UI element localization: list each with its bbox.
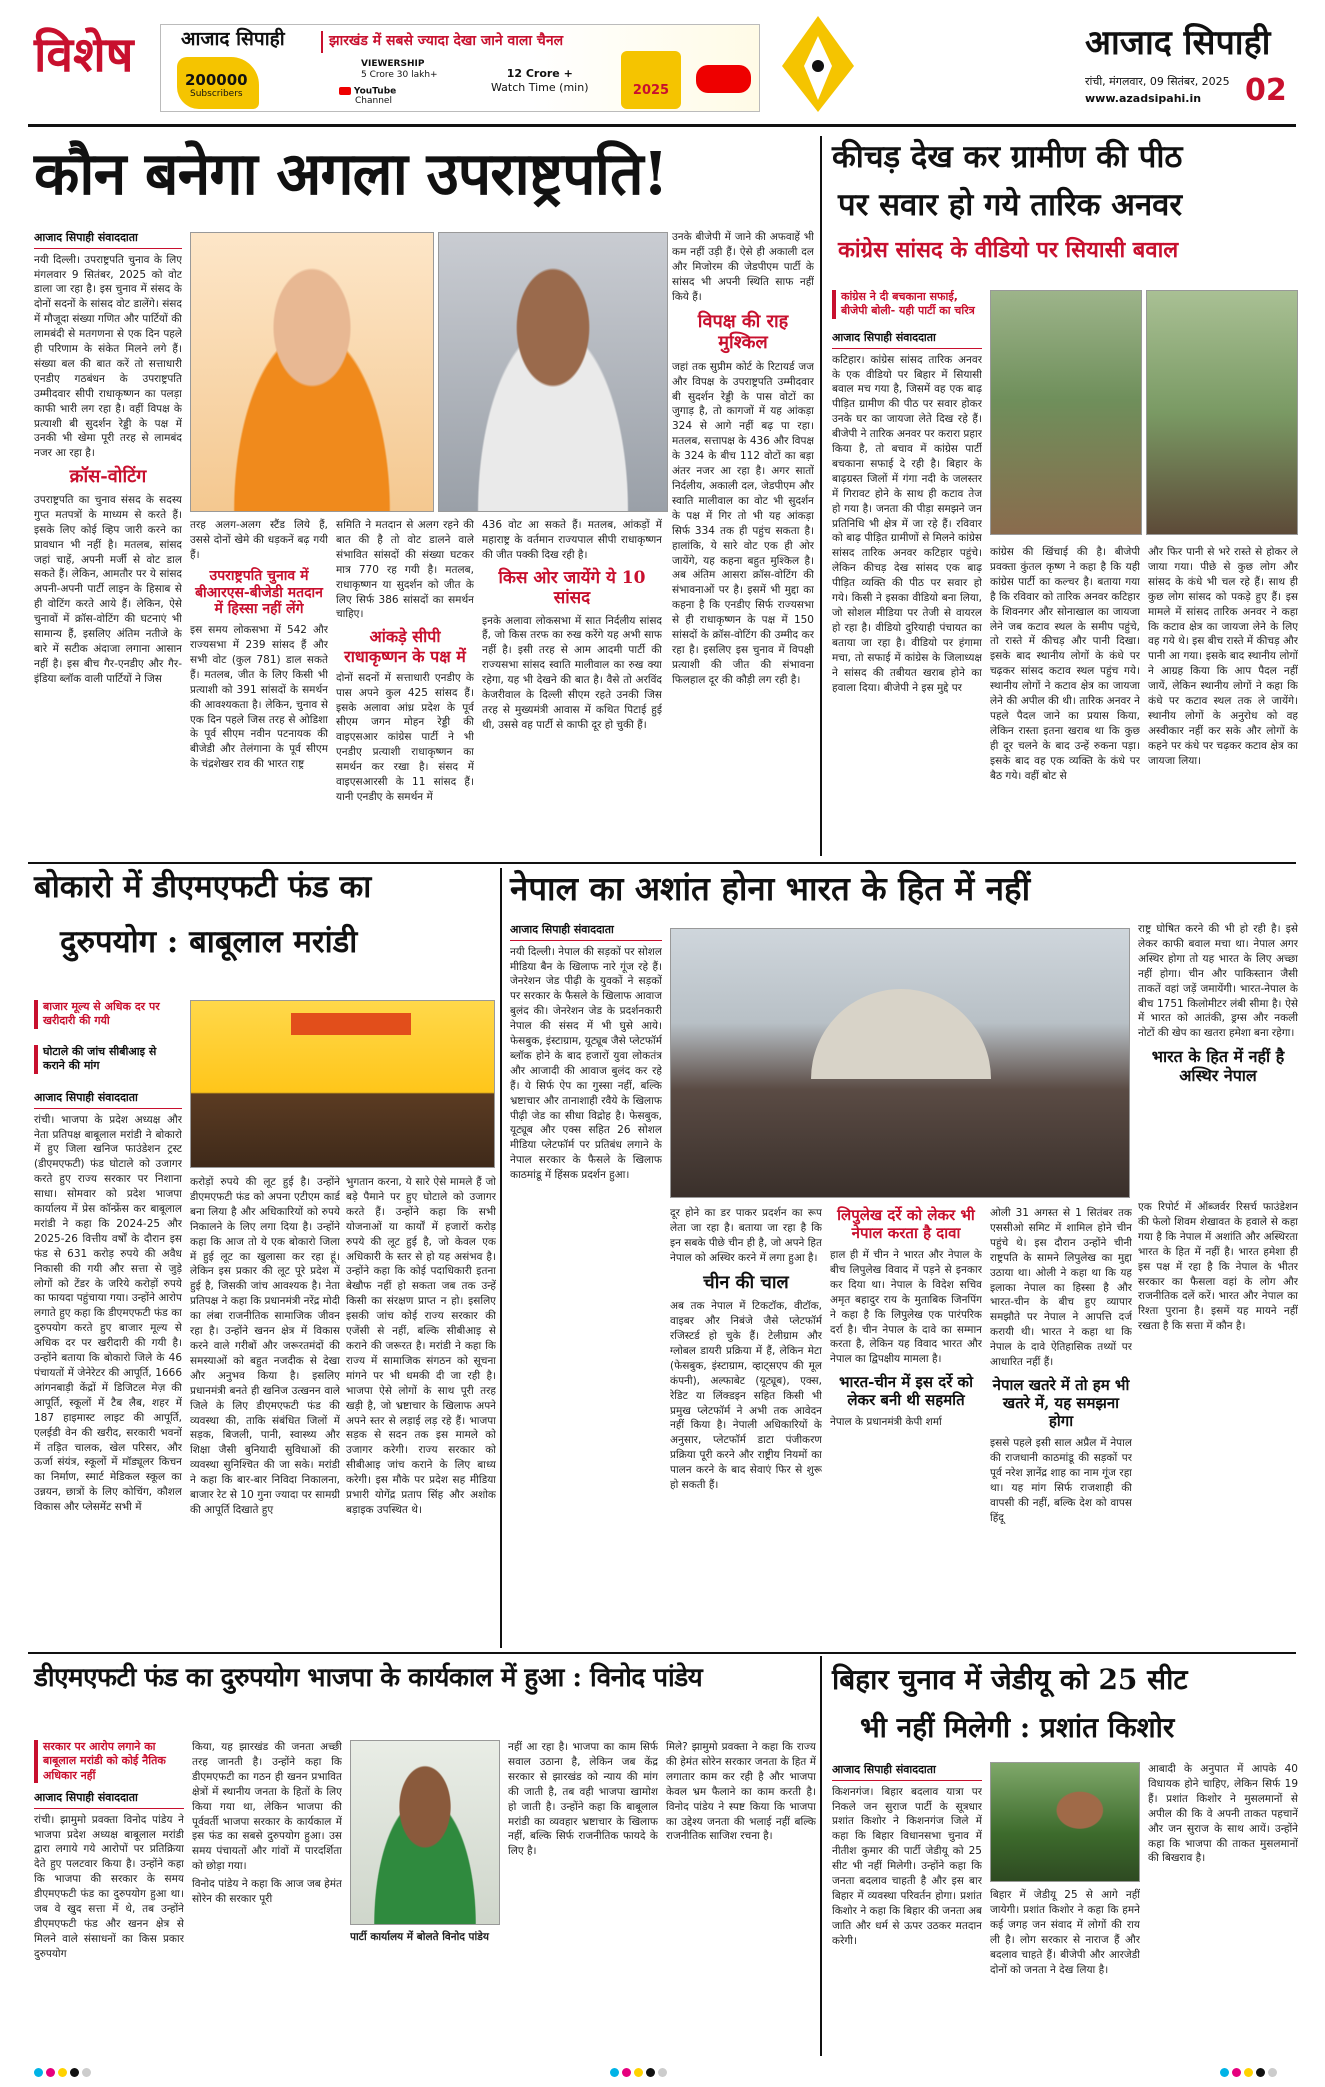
nepal-headline: नेपाल का अशांत होना भारत के हित में नहीं — [510, 869, 1031, 908]
pandey-col4-text: नहीं आ रहा है। भाजपा का काम सिर्फ सवाल उठाना है, लेकिन जब केंद्र सरकार से झारखंड को न्याय की मांग की जाती है, तब वही भाजपा खामोश हो जाती है। उन्होंने कहा कि बाबूलाल मरांडी का व्यवहार भ्रष्टाचार के खिलाफ नहीं, बल्कि सिर्फ राजनीतिक फायदे के लिए है। — [508, 1741, 658, 1858]
bokaro-kicker-1: बाजार मूल्य से अधिक दर पर खरीदारी की गयी — [34, 1000, 182, 1029]
ad-subscribers — [185, 71, 248, 99]
nepal-col4b-text: इससे पहले इसी साल अप्रैल में नेपाल की राजधानी काठमांडू की सड़कों पर पूर्व नरेश ज्ञानेंद्र शाह का नाम गूंज रहा था। यह मांग सिर्फ राजशाही की वापसी की नहीं, बल्कि देश को वापस हिंदू — [990, 1436, 1132, 1524]
vp-col3 — [336, 518, 474, 855]
nepal-col5 — [1138, 1200, 1298, 1644]
tariq-byline: आजाद सिपाही संवाददाता — [832, 330, 982, 349]
nepal-col3 — [1138, 922, 1298, 1192]
tariq-col2-text: कांग्रेस की खिंचाई की है। बीजेपी प्रवक्ता कुंतल कृष्ण ने कहा है कि यही कांग्रेस पार्टी का कल्चर है। बताया गया है कि रविवार को तारिक अनवर कटिहार के शिवनगर और सोनाखाल का जायजा लेने जब कटाव स्थल के समीप पहुंचे, तो रास्ते में कीचड़ और पानी दिखा। इसके बाद स्थानीय लोगों के कंधे पर चढ़कर सांसद कटाव स्थल पहुंच गये। स्थानीय लोगों ने कटाव क्षेत्र का जायजा लेने की अपील की थी। तारिक अनवर ने पहले पैदल जाने का प्रयास किया, लेकिन रास्ता इतना खराब था कि कुछ ही दूर चलने के बाद उन्हें रुकना पड़ा। इसके बाद वह एक व्यक्ति के कंधे पर बैठ गये। वहीं बोट से — [990, 546, 1140, 782]
ad-watch-value: 12 Crore + — [506, 67, 573, 80]
nepal-protest-photo — [670, 928, 1130, 1198]
pandey-col1 — [34, 1790, 184, 2055]
bokaro-kicker-2: घोटाले की जांच सीबीआइ से कराने की मांग — [34, 1045, 182, 1074]
nepal-col5-text: एक रिपोर्ट में ऑब्जर्वर रिसर्च फाउंडेशन की फेलो शिवम शेखावत के हवाले से कहा गया है कि नेपाल में अशांति और अस्थिरता भारत के हित में नहीं है। भारत हमेशा ही इस पक्ष में रहा है कि नेपाल के भीतर सरकार का फैसला वहां के लोग और राजनीतिक दलें करें। भारत और नेपाल का रिश्ता पुराना है। इसमें यह मायने नहीं रखता है कि सत्ता में कौन है। — [1138, 1201, 1298, 1333]
vp-sub-figures: आंकड़े सीपी राधाकृष्णन के पक्ष में — [344, 627, 466, 666]
nepal-byline: आजाद सिपाही संवाददाता — [510, 922, 662, 941]
pandey-col5-text: मिले? झामुमो प्रवक्ता ने कहा कि राज्य की हेमंत सोरेन सरकार जनता के हित में लगातार काम कर रही है और भाजपा केवल भ्रम फैलाने का काम करती है। विनोद पांडेय ने स्पष्ट किया कि भाजपा का उद्देश्य जनता की भलाई नहीं बल्कि राजनीतिक साजिश रचना है। — [666, 1741, 816, 1843]
pandey-col2 — [192, 1740, 342, 2055]
registration-dots-center — [610, 2068, 667, 2077]
nepal-col1 — [510, 922, 662, 1342]
pandey-col3-text: विनोद पांडेय ने कहा कि आज जब हेमंत सोरेन की सरकार पूरी — [192, 1878, 342, 1906]
ad-watch-label: Watch Time (min) — [491, 81, 589, 95]
dot-cyan — [34, 2068, 43, 2077]
prashant-kishor-photo — [990, 1762, 1140, 1882]
vp-col5b-text: जहां तक सुप्रीम कोर्ट के रिटायर्ड जज और विपक्ष के उपराष्ट्रपति उम्मीदवार बी सुदर्शन रेड्डी के पास वोटों का जुगाड़ है, तो कागजों में यह आंकड़ा 324 से आगे नहीं बढ़ पा रहा। मतलब, सत्तापक्ष के 436 और विपक्ष के 324 के बीच 112 वोटों का बड़ा अंतर नजर आ रहा है। अगर सातों निर्दलीय, अकाली दल, जेडपीएम और स्वाति मालीवाल का वोट भी सुदर्शन के पक्ष में गिर तो भी यह आंकड़ा सिर्फ 334 तक ही पहुंच सकता है। हालांकि, ये सारे वोट एक ही ओर जायेंगे, यह कहना बहुत मुश्किल है। अब अंतिम आसरा क्रॉस-वोटिंग की संभावनाओं पर है। इसमें भी मुद्दा का कहना है कि एनडीए सिर्फ राज्यसभा से ही राधाकृष्णन के पक्ष में 150 सांसदों के क्रॉस-वोटिंग की उम्मीद कर रहा है। इसलिए इस चुनाव में विपक्षी प्रत्याशी की जीत की संभावना फिलहाल दूर की कौड़ी लग रही है। — [672, 360, 814, 686]
ad-viewership-value: 5 Crore 30 lakh+ — [361, 69, 438, 80]
pandey-col2-text: किया, यह झारखंड की जनता अच्छी तरह जानती है। उन्होंने कहा कि डीएमएफटी का गठन ही खनन प्रभावित क्षेत्रों में स्थानीय जनता के हितों के लिए किया गया था, लेकिन भाजपा की पूर्ववर्ती भाजपा सरकार के कार्यकाल में इस फंड का सबसे दुरुपयोग हुआ। उस समय पंचायतों और गांवों में पारदर्शिता को छोड़ा गया। — [192, 1741, 342, 1873]
vp-col3-text: समिति ने मतदान से अलग रहने की बात की है तो वोट डालने वाले संभावित सांसदों की संख्या घटकर मात्र 770 रह गयी है। मतलब, राधाकृष्णन या सुदर्शन को जीत के लिए सिर्फ 386 सांसदों का समर्थन चाहिए। — [336, 519, 474, 621]
dot-black — [1256, 2068, 1265, 2077]
registration-dots-right — [1220, 2068, 1277, 2077]
ad-viewership — [361, 59, 438, 81]
ad-watch — [491, 67, 589, 96]
pandey-col4 — [508, 1740, 658, 2055]
vp-col4b-text: इनके अलावा लोकसभा में सात निर्दलीय सांसद हैं, जो किस तरफ का रुख करेंगे यह अभी साफ नहीं है। इसी तरह से आम आदमी पार्टी की राज्यसभा सांसद स्वाति मालीवाल का रुख क्या रहेगा, यह भी देखने की बात है। वैसे तो अरविंद केजरीवाल के दिल्ली सीएम रहते उनकी जिस तरह से मुख्यमंत्री आवास में कथित पिटाई हुई थी, उससे वह पार्टी से काफी दूर हो चुकी हैं। — [482, 614, 662, 731]
vp-col2-text: तरह अलग-अलग स्टैंड लिये हैं, उससे दोनों खेमे की धड़कनें बढ़ गयी हैं। — [190, 519, 328, 561]
pandey-headline: डीएमएफटी फंड का दुरुपयोग भाजपा के कार्यकाल में हुआ : विनोद पांडेय — [34, 1663, 703, 1693]
ad-youtube-label: YouTube — [353, 86, 397, 97]
vp-col4 — [482, 518, 662, 855]
bokaro-byline: आजाद सिपाही संवाददाता — [34, 1090, 182, 1109]
nepal-col4 — [990, 1206, 1132, 1644]
dot-magenta — [46, 2068, 55, 2077]
vp-col2b-text: इस समय लोकसभा में 542 और राज्यसभा में 239 सांसद हैं और सभी वोट (कुल 781) डाल सकते हैं। मतलब, जीत के लिए किसी भी प्रत्याशी को 391 सांसदों के समर्थन की आवश्यकता है। लेकिन, चुनाव से एक दिन पहले जिस तरह से ओडिशा के पूर्व सीएम नवीन पटनायक की बीजेडी और तेलंगाना के पूर्व सीएम के चंद्रशेखर राव की भारत राष्ट्र — [190, 624, 328, 771]
pk-byline: आजाद सिपाही संवाददाता — [832, 1762, 982, 1781]
tariq-deck: कांग्रेस सांसद के वीडियो पर सियासी बवाल — [838, 237, 1179, 263]
channel-ad[interactable] — [160, 24, 760, 112]
pandey-byline: आजाद सिपाही संवाददाता — [34, 1790, 184, 1809]
bokaro-press-photo — [190, 1000, 495, 1168]
nepal-sub-china: चीन की चाल — [703, 1271, 789, 1293]
vp-col1 — [34, 230, 182, 855]
pk-headline-1: बिहार चुनाव में जेडीयू को 25 सीट — [832, 1663, 1188, 1696]
tariq-headline-1: कीचड़ देख कर ग्रामीण की पीठ — [832, 139, 1183, 175]
vp-col1b-text: उपराष्ट्रपति का चुनाव संसद के सदस्य गुप्त मतपत्रों के माध्यम से करते हैं। इसके लिए कोई व्हिप जारी करने का प्रावधान भी नहीं है। मतलब, सांसद जहां चाहें, अपनी मर्जी से वोट डाल सकते हैं। लेकिन, आमतौर पर ये सांसद अपनी-अपनी पार्टी लाइन के हिसाब से ही वोटिंग करते आये हैं। लेकिन, ऐसे चुनावों में क्रॉस-वोटिंग की घटनाएं भी सामान्य हैं, इसलिए अंतिम नतीजे के बारे में सटीक अंदाजा लगाना आसान नहीं है। इस बीच गैर-एनडीए और गैर-इंडिया ब्लॉक वाली पार्टियों ने जिस — [34, 493, 182, 685]
vp-col5 — [672, 230, 814, 855]
masthead-rule — [28, 124, 1296, 127]
vp-headline: कौन बनेगा अगला उपराष्ट्रपति! — [34, 139, 668, 208]
vp-sub-crossvote: क्रॉस-वोटिंग — [69, 466, 147, 488]
nepal-sub-instability: भारत के हित में नहीं है अस्थिर नेपाल — [1151, 1047, 1285, 1086]
page-number: 02 — [1245, 73, 1287, 108]
dateline: रांची, मंगलवार, 09 सितंबर, 2025 — [1085, 75, 1230, 88]
ad-channel-label: Channel — [355, 96, 392, 107]
vp-col1-text: नयी दिल्ली। उपराष्ट्रपति चुनाव के लिए मंगलवार 9 सितंबर, 2025 को वोट डाला जा रहा है। इस चुनाव में संसद के दोनों सदनों के सांसद वोट डालेंगे। संसद में मौजूदा संख्या गणित और पार्टियों की लामबंदी से मतगणना से एक दिन पहले ही परिणाम के संकेत मिलने लगे हैं। संख्या बल की बात करें तो सत्ताधारी एनडीए गठबंधन के उपराष्ट्रपति उम्मीदवार सीपी राधाकृष्णन का पलड़ा काफी भारी लग रहा है। वहीं विपक्ष के प्रत्याशी बी सुदर्शन रेड्डी के पक्ष में उनकी भी खेमा पूरी तरह से लामबंद नजर आ रहा है। — [34, 253, 182, 460]
bokaro-col3 — [346, 1175, 496, 1645]
tariq-video-photo-2 — [1146, 290, 1298, 535]
pk-headline-2: भी नहीं मिलेगी : प्रशांत किशोर — [860, 1711, 1175, 1744]
tariq-col3 — [1148, 545, 1298, 855]
pk-col2-text: बिहार में जेडीयू 25 से आगे नहीं जायेगी। प्रशांत किशोर ने कहा कि हमने कई जगह जन संवाद में लोगों की राय ली है। लोग सरकार से नाराज हैं और बदलाव चाहते हैं। बीजेपी और आरजेडी दोनों को जनता ने देख लिया है। — [990, 1889, 1140, 1976]
ad-divider — [321, 31, 323, 53]
pandey-col1-text: रांची। झामुमो प्रवक्ता विनोद पांडेय ने भाजपा प्रदेश अध्यक्ष बाबूलाल मरांडी द्वारा लगाये गये आरोपों पर प्रतिक्रिया देते हुए पलटवार किया है। उन्होंने कहा कि भाजपा की सरकार के समय डीएमएफटी फंड का दुरुपयोग हुआ था। जब वे खुद सत्ता में थे, तब उन्होंने डीएमएफटी फंड और खनन क्षेत्र से मिलने वाले संसाधनों का किस प्रकार दुरुपयोग — [34, 1813, 184, 1960]
pen-nib-icon — [770, 14, 866, 114]
story5-divider — [820, 1656, 822, 2056]
bokaro-col1-text: रांची। भाजपा के प्रदेश अध्यक्ष और नेता प्रतिपक्ष बाबूलाल मरांडी ने बोकारो में हुए जिला खनिज फाउंडेशन ट्रस्ट (डीएमएफटी) फंड घोटाले को उजागर करते हुए राज्य सरकार पर निशाना साधा। सोमवार को प्रदेश भाजपा कार्यालय में प्रेस कॉन्फ्रेंस कर बाबूलाल मरांडी ने कहा कि 2024-25 और 2025-26 वित्तीय वर्षों के दौरान इस फंड से 631 करोड़ रुपये की अवैध निकासी की गयी और सत्ता से जुड़े लोगों को टेंडर के जरिये करोड़ों रुपये का फायदा पहुंचाया गया। उन्होंने आरोप लगाते हुए कहा कि डीएमएफटी फंड का दुरुपयोग करते हुए बाजार मूल्य से अधिक दर पर खरीदारी की गयी है। उन्होंने बताया कि बोकारो जिले के 46 पंचायतों में जेनेरेटर की आपूर्ति, 1666 आंगनबाड़ी केंद्रों में डिजिटल मेज़ की आपूर्ति, स्कूलों में टैब लैब, शहर में 187 हाइमास्ट लाइट की आपूर्ति, एलईडी वेन की खरीद, सरकारी भवनों में तड़ित चालक, खेल परिसर, और ऊर्जा संयंत्र, स्कूलों में मॉड्यूलर किचन का निर्माण, स्मार्ट मेडिकल स्कूल का उन्नयन, छात्रों के लिए कोचिंग, कौशल विकास और प्लेसमेंट सभी में — [34, 1113, 182, 1514]
vp-byline: आजाद सिपाही संवाददाता — [34, 230, 182, 249]
masthead — [0, 0, 1325, 120]
nepal-col1-text: नयी दिल्ली। नेपाल की सड़कों पर सोशल मीडिया बैन के खिलाफ नारे गूंज रहे हैं। जेनरेशन जेड पीढ़ी के युवकों ने सड़कों पर सरकार के फैसले के खिलाफ आवाज बुलंद की। जेनरेशन जेड के प्रदर्शनकारी नेपाल की संसद में भी घुसे आये। फेसबुक, इंस्टाग्राम, यूट्यूब जैसे प्लेटफॉर्म ब्लॉक होने के बाद हजारों युवा लोकतंत्र और आजादी की आवाज बुलंद कर रहे हैं। ये सिर्फ ऐप का गुस्सा नहीं, बल्कि भ्रष्टाचार और तानाशाही रवैये के खिलाफ पीढ़ी जेड का सीधा विद्रोह है। फेसबुक, यूट्यूब और एक्स सहित 26 सोशल मीडिया प्लेटफॉर्म पर प्रतिबंध लगाने के नेपाल सरकार के फैसले के खिलाफ काठमांडू में हिंसक प्रदर्शन हुआ। — [510, 945, 662, 1182]
press-banner — [291, 1013, 411, 1035]
section-label: विशेष — [34, 27, 134, 83]
ad-viewership-label: VIEWERSHIP — [361, 59, 425, 69]
dot-yellow — [58, 2068, 67, 2077]
gate-structure — [811, 989, 991, 1079]
dot-grey — [658, 2068, 667, 2077]
vp-col4-text: 436 वोट आ सकते हैं। मतलब, आंकड़ों में महाराष्ट्र के वर्तमान राज्यपाल सीपी राधाकृष्णन की जीत पक्की दिख रही है। — [482, 519, 662, 561]
pandey-col5 — [666, 1740, 816, 2055]
nepal-col-lipulekh — [830, 1206, 982, 1644]
tariq-col2 — [990, 545, 1140, 855]
ad-subscribe-badge — [696, 65, 751, 93]
nepal-sub-lipulekh: लिपुलेख दर्रे को लेकर भी नेपाल करता है दावा — [837, 1206, 975, 1242]
vp-col5-text: उनके बीजेपी में जाने की अफवाहें भी कम नहीं उड़ी हैं। ऐसे ही अकाली दल और मिजोरम की जेडपीएम पार्टी के सांसद भी अपनी स्थिति साफ नहीं किये हैं। — [672, 231, 814, 303]
radhakrishnan-photo — [190, 232, 434, 512]
dot-grey — [82, 2068, 91, 2077]
nepal-col2 — [670, 1206, 822, 1644]
nepal-sub-threat: नेपाल खतरे में तो हम भी खतरे में, यह समझना होगा — [992, 1375, 1130, 1430]
registration-dots-left — [34, 2068, 91, 2077]
dot-grey — [1268, 2068, 1277, 2077]
row1-rule — [28, 862, 1296, 864]
dot-yellow — [634, 2068, 643, 2077]
ad-award — [621, 51, 681, 109]
dot-magenta — [622, 2068, 631, 2077]
tariq-kicker: कांग्रेस ने दी बचकाना सफाई, बीजेपी बोली- यही पार्टी का चरित्र — [832, 290, 982, 319]
dot-yellow — [1244, 2068, 1253, 2077]
nepal-col4-text: ओली 31 अगस्त से 1 सितंबर तक एससीओ समिट में शामिल होने चीन पहुंचे थे। इस दौरान उन्होंने चीनी राष्ट्रपति के सामने लिपुलेख का मुद्दा उठाया था। ओली ने कहा था कि यह इलाका नेपाल का हिस्सा है और भारत-चीन के बीच हुए व्यापार समझौते पर नेपाल ने आपत्ति दर्ज करायी थी। भारत ने कहा था कि नेपाल के दावे ऐतिहासिक तथ्यों पर आधारित नहीं हैं। — [990, 1207, 1132, 1369]
nepal-sub-consensus: भारत-चीन में इस दर्रे को लेकर बनी थी सहमति — [839, 1373, 973, 1410]
vp-sub-ten-mps: किस ओर जायेंगे ये 10 सांसद — [498, 567, 646, 609]
pandey-caption — [350, 1930, 500, 2055]
bokaro-col2-text: करोड़ों रुपये की लूट हुई है। उन्होंने डीएमएफटी फंड को अपना एटीएम कार्ड बना लिया है और अधिकारियों को रुपये निकालने के लिए लगा दिया है। उन्होंने कहा कि आज तो ये एक बोकारो जिला में हुई लूट का खुलासा कर रहा हूं। लेकिन इस प्रकार की लूट पूरे प्रदेश में हुई है, जिसकी जांच आवश्यक है। नेता प्रतिपक्ष ने कहा कि प्रधानमंत्री नरेंद्र मोदी का लंबा राजनीतिक सामाजिक जीवन रहा है। उन्होंने खनन क्षेत्र में विकास करने वाले गरीबों और जरूरतमंदों की समस्याओं को बहुत नजदीक से देखा और अनुभव किया है। इसलिए प्रधानमंत्री बनते ही खनिज उत्खनन वाले जिले के लिए डीएमएफटी फंड की व्यवस्था की, ताकि संबंधित जिलों में सड़क, बिजली, पानी, स्वास्थ्य और शिक्षा जैसी बुनियादी सुविधाओं की व्यवस्था सुनिश्चित की जा सके। मरांडी ने कहा कि बार-बार निविदा निकालना, बाजार रेट से 10 गुना ज्यादा पर सामग्री की आपूर्ति दिखाते हुए — [190, 1176, 340, 1516]
tariq-col1 — [832, 330, 982, 855]
pk-col1-text: किशनगंज। बिहार बदलाव यात्रा पर निकले जन सुराज पार्टी के सूत्रधार प्रशांत किशोर ने किशनगंज जिले में कहा कि बिहार विधानसभा चुनाव में नीतीश कुमार की पार्टी जेडीयू को 25 सीट भी नहीं मिलेगी। उन्होंने कहा कि जनता बदलाव चाहती है और इस बार बिहार में व्यवस्था परिवर्तन होगा। प्रशांत किशोर ने कहा कि बिहार की जनता अब जाति और धर्म से ऊपर उठकर मतदान करेगी। — [832, 1785, 982, 1947]
ad-brand: आजाद सिपाही — [181, 28, 285, 50]
pk-col2 — [990, 1888, 1140, 2055]
dot-magenta — [1232, 2068, 1241, 2077]
website[interactable]: www.azadsipahi.in — [1085, 92, 1202, 105]
ad-youtube — [339, 87, 396, 107]
tariq-col3-text: और फिर पानी से भरे रास्ते से होकर ले जाया गया। पीछे से कुछ लोग और सांसद के कंधे भी चल रहे हैं। साथ ही कुछ लोग सांसद को पकड़े हुए हैं। इस मामले में सांसद तारिक अनवर ने कहा कि कटाव क्षेत्र का जायजा लेने के लिए वह गये थे। इस बीच रास्ते में कीचड़ और पानी आ गया। इसके बाद स्थानीय लोगों ने आग्रह किया कि आप पैदल नहीं जायें, लेकिन स्थानीय लोगों ने कहा कि कंधे पर कटाव स्थल तक ले जायेंगे। स्थानीय लोगों के अनुरोध को वह अस्वीकार नहीं कर सके और लोगों के कहने पर कंधे पर चढ़कर कटाव क्षेत्र का जायजा लिया। — [1148, 546, 1298, 767]
sudershan-reddy-photo — [438, 232, 668, 512]
story3-divider — [500, 868, 502, 1648]
nepal-lipulekh-text: हाल ही में चीन ने भारत और नेपाल के बीच लिपुलेख विवाद में पड़ने से इनकार कर दिया था। नेपाल के विदेश सचिव अमृत बहादुर राय के मुताबिक जिनपिंग ने कहा है कि लिपुलेख एक पारंपरिक दर्रा है। चीन नेपाल के दावे का सम्मान करता है, लेकिन यह विवाद भारत और नेपाल का द्विपक्षीय मामला है। — [830, 1249, 982, 1366]
tariq-col1-text: कटिहार। कांग्रेस सांसद तारिक अनवर के एक वीडियो पर बिहार में सियासी बवाल मच गया है, जिसमें वह एक बाढ़ पीड़ित ग्रामीण की पीठ पर सवार होकर उनके घर का जायजा लेते दिख रहे हैं। बीजेपी ने तारिक अनवर पर करारा प्रहार किया है, तो बचाव में कांग्रेस पार्टी बचकाना सफाई दे रही है। बिहार के बाढ़ग्रस्त जिलों में गंगा नदी के जलस्तर में गिरावट होने के साथ ही कटाव तेज हो गया है। जनता की पीड़ा समझने जन प्रतिनिधि भी क्षेत्र में जा रहे हैं। रविवार को बाढ़ पीड़ित ग्रामीणों से मिलने कांग्रेस सांसद तारिक अनवर कटिहार पहुंचे। लेकिन कीचड़ देख सांसद एक बाढ़ पीड़ित व्यक्ति की पीठ पर सवार हो गये। किसी ने इसका वीडियो बना लिया, जो सोशल मीडिया पर तेजी से वायरल हो रहा है। वीडियो दुरियाही पंचायत का बताया जा रहा है। वीडियो पर हंगामा मचा, तो सफाई में कांग्रेस के जिलाध्यक्ष ने सांसद की तबीयत खराब होने का हवाला दिया। बीजेपी ने इस मुद्दे पर — [832, 353, 982, 694]
bokaro-headline-2: दुरुपयोग : बाबूलाल मरांडी — [60, 924, 358, 960]
ad-tagline: झारखंड में सबसे ज्यादा देखा जाने वाला चैनल — [329, 33, 564, 49]
pandey-kicker: सरकार पर आरोप लगाने का बाबूलाल मरांडी को कोई नैतिक अधिकार नहीं — [34, 1740, 184, 1783]
vp-col3b-text: दोनों सदनों में सत्ताधारी एनडीए के पास अपने कुल 425 सांसद हैं। इसके अलावा आंध्र प्रदेश के पूर्व सीएम जगन मोहन रेड्डी की वाइएसआर कांग्रेस पार्टी ने भी एनडीए प्रत्याशी राधाकृष्णन का समर्थन कर रखा है। संसद में वाइएसआरसी के 11 सांसद हैं। यानी एनडीए के समर्थन में — [336, 671, 474, 803]
bokaro-col1 — [34, 1090, 182, 1645]
pandey-photo-caption: पार्टी कार्यालय में बोलते विनोद पांडेय — [350, 1931, 489, 1943]
tariq-video-photo-1 — [990, 290, 1142, 535]
pk-col1 — [832, 1762, 982, 2055]
nepal-china-text: नेपाल के प्रधानमंत्री केपी शर्मा — [830, 1416, 942, 1429]
dot-black — [70, 2068, 79, 2077]
ad-subscribers-label: Subscribers — [190, 89, 243, 99]
nepal-col2-text: दूर होने का डर पाकर प्रदर्शन का रूप लेता जा रहा है। बताया जा रहा है कि इन सबके पीछे चीन ही है, जो अपने हित नेपाल को अस्थिर करने में लगा हुआ है। — [670, 1207, 822, 1264]
dot-cyan — [610, 2068, 619, 2077]
bokaro-col3-text: भुगतान करना, ये सारे ऐसे मामले हैं जो बड़े पैमाने पर हुए घोटाले को उजागर करते हैं। उन्होंने कहा कि सभी योजनाओं या कार्यों में हजारों करोड़ रुपये की लूट हुई है, जो केवल एक अधिकारी के स्तर से हो यह असंभव है। उन्होंने कहा कि कोई पदाधिकारी इतना बेखौफ नहीं हो सकता जब तक उन्हें किसी का संरक्षण प्राप्त न हो। इसलिए इसकी जांच कोई राज्य सरकार की एजेंसी से नहीं, बल्कि सीबीआइ से कराने की जरूरत है। मरांडी ने कहा कि राज्य में सामाजिक संगठन को सूचना मांगने पर भी धमकी दी जा रही है। भाजपा ऐसे लोगों के साथ पूरी तरह खड़ी है, जो भ्रष्टाचार के खिलाफ अपने अपने स्तर से लड़ाई लड़ रहे हैं। भाजपा सड़क से सदन तक इस मामले को उजागर करेगी। राज्य सरकार को सीबीआइ जांच कराने के लिए बाध्य करेगी। इस मौके पर प्रदेश सह मीडिया प्रभारी योगेंद्र प्रताप सिंह और अशोक बड़ाइक उपस्थित थे। — [346, 1176, 496, 1516]
tariq-headline-2: पर सवार हो गये तारिक अनवर — [838, 187, 1183, 223]
youtube-icon — [339, 87, 351, 95]
paper-name: आजाद सिपाही — [1085, 23, 1271, 63]
bokaro-headline-1: बोकारो में डीएमएफटी फंड का — [34, 869, 372, 905]
dot-cyan — [1220, 2068, 1229, 2077]
ad-year: 2025 — [632, 83, 670, 98]
pk-col3 — [1148, 1762, 1298, 2055]
nepal-col2b-text: अब तक नेपाल में टिकटॉक, वीटॉक, वाइबर और निबंजे जैसे प्लेटफॉर्म रजिस्टर्ड हो चुके हैं। टेलीग्राम और ग्लोबल डायरी प्रक्रिया में हैं, लेकिन मेटा (फेसबुक, इंस्टाग्राम, व्हाट्सएप की मूल कंपनी), अल्फाबेट (यूट्यूब), एक्स, रेडिट या लिंक्डइन सहित किसी भी प्रमुख प्लेटफॉर्म ने अभी तक आवेदन नहीं किया है। नेपाली अधिकारियों के अनुसार, प्लेटफॉर्म डाटा पंजीकरण प्रक्रिया पूरी करने और राष्ट्रीय नियमों का पालन करने के बाद सेवाएं फिर से शुरू हो सकती हैं। — [670, 1300, 822, 1492]
pk-col3-text: आबादी के अनुपात में आपके 40 विधायक होने चाहिए, लेकिन सिर्फ 19 हैं। प्रशांत किशोर ने मुसलमानों से अपील की कि वे अपनी ताकत पहचानें और जन सुराज के साथ आयें। उन्होंने कहा कि भाजपा की ताकत मुसलमानों की बिखराव है। — [1148, 1763, 1298, 1865]
ad-subscribers-value: 200000 — [185, 71, 248, 89]
vp-col2 — [190, 518, 328, 855]
vinod-pandey-photo — [350, 1740, 500, 1925]
story1-divider — [820, 136, 822, 856]
vp-sub-brs: उपराष्ट्रपति चुनाव में बीआरएस-बीजेडी मतदान में हिस्सा नहीं लेंगे — [195, 567, 323, 618]
vp-sub-opposition: विपक्ष की राह मुश्किल — [697, 310, 789, 354]
nepal-col3-text: राष्ट्र घोषित करने की भी हो रही है। इसे लेकर काफी बवाल मचा था। नेपाल अगर अस्थिर होगा तो यह भारत के लिए अच्छा नहीं होगा। चीन और पाकिस्तान जैसी ताकतें वहां जड़ें जमायेंगी। भारत-नेपाल के बीच 1751 किलोमीटर लंबी सीमा है। ऐसे में भारत को आतंकी, ड्रग्स और नकली नोटों की खेप का खतरा हमेशा बना रहेगा। — [1138, 923, 1298, 1040]
dot-black — [646, 2068, 655, 2077]
bokaro-col2 — [190, 1175, 340, 1645]
row2-rule — [28, 1652, 1296, 1654]
